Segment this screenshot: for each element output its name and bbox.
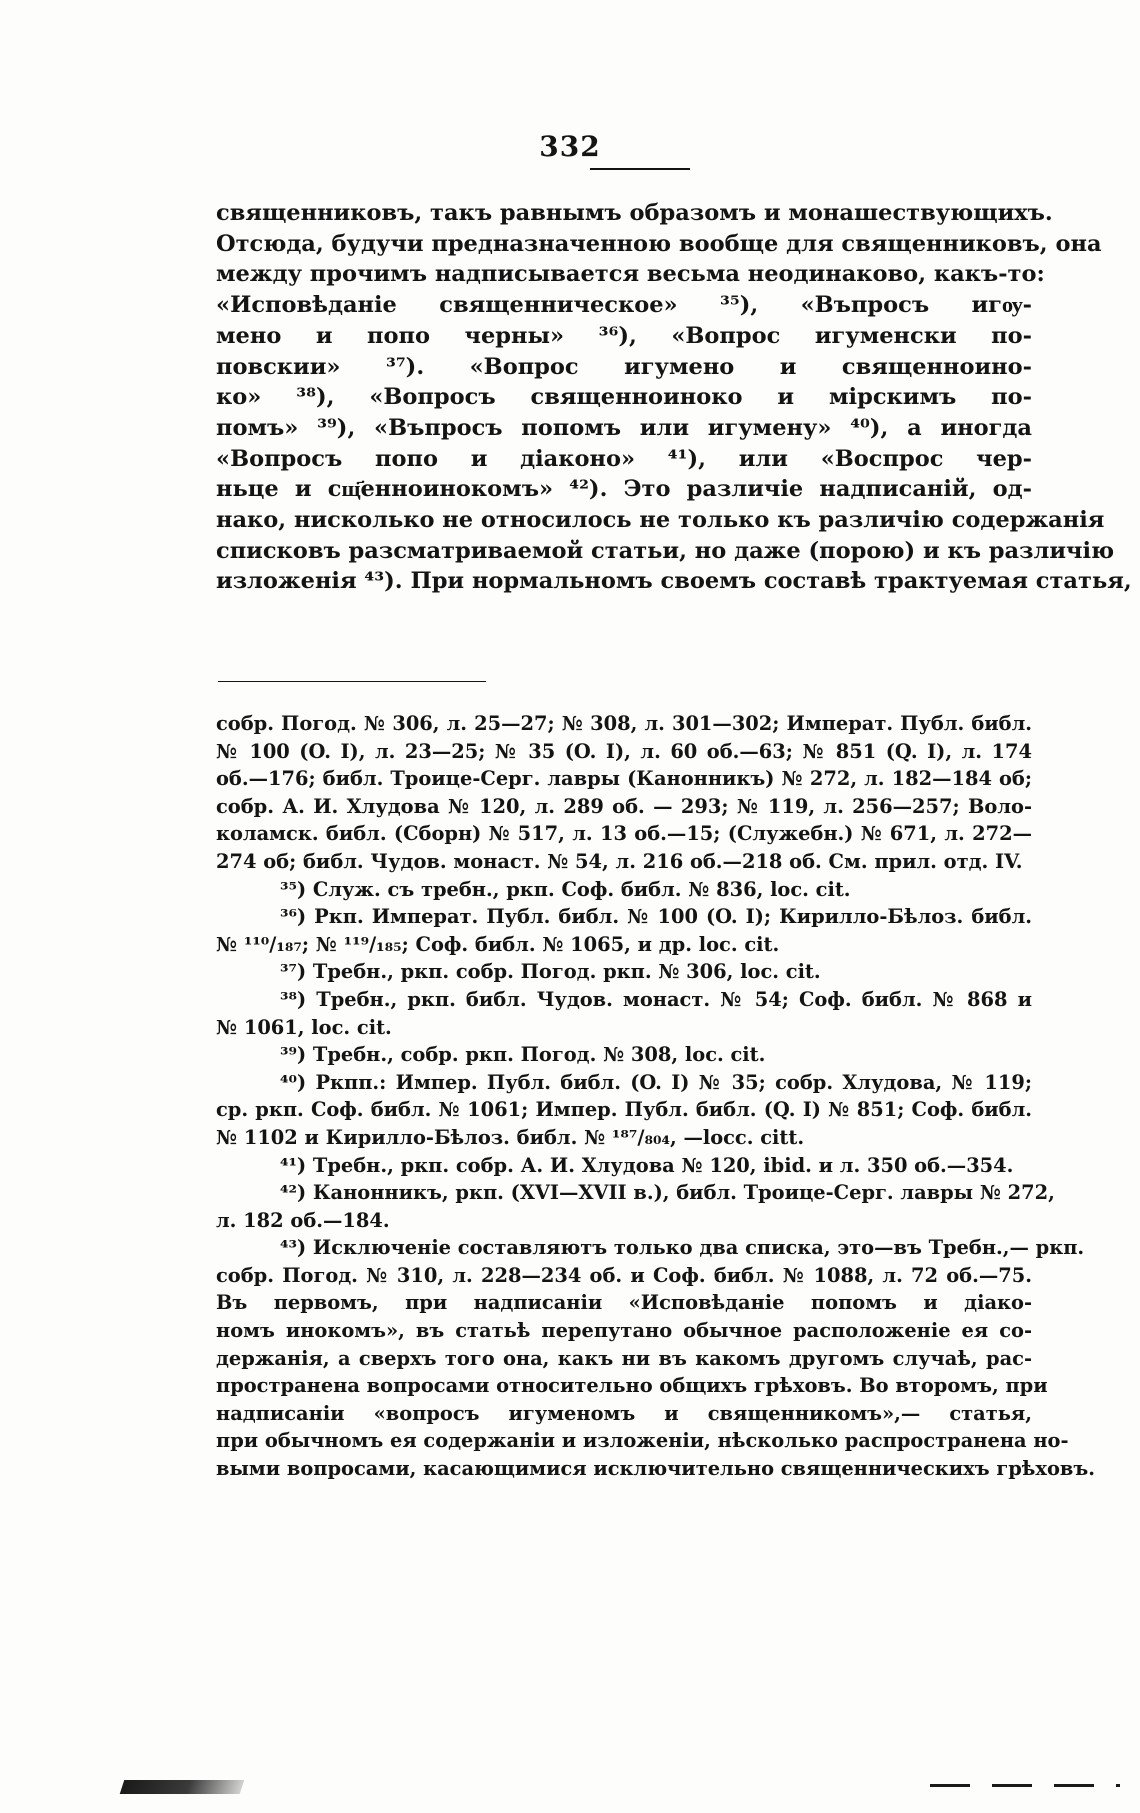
footnote-line: коламск. библ. (Сборн) № 517, л. 13 об.—15; (Служебн.) № 671, л. 272— (216, 822, 1032, 846)
main-line: «Вопросъ попо и діаконо» ⁴¹), или «Воспрос чер- (216, 445, 1032, 472)
footnote-line: ³⁷) Требн., ркп. собр. Погод. ркп. № 306, loc. cit. (280, 960, 821, 984)
footnote-36 (216, 903, 1032, 958)
main-line: помъ» ³⁹), «Въпросъ попомъ или игумену» ⁴⁰), а иногда (216, 414, 1032, 441)
footnote-42 (216, 1179, 1055, 1234)
main-line: повскии» ³⁷). «Вопрос игумено и священноино- (216, 353, 1032, 380)
main-text (216, 198, 1132, 597)
footnote-line: номъ инокомъ», въ статьѣ перепутано обычное расположеніе ея со- (216, 1319, 1032, 1343)
main-line: изложенія ⁴³). При нормальномъ своемъ составѣ трактуемая статья, (216, 568, 1132, 595)
main-line: нако, нисколько не относилось не только къ различію содержанія (216, 507, 1105, 534)
footnote-line: № ¹¹⁰/₁₈₇; № ¹¹⁹/₁₈₅; Соф. библ. № 1065, и др. loc. cit. (216, 932, 780, 956)
footnote-40 (216, 1069, 1032, 1152)
footnote-35 (216, 876, 1032, 904)
main-line: ньце и сщ҃енноинокомъ» ⁴²). Это различіе надписаній, од- (216, 476, 1032, 503)
main-line: списковъ разсматриваемой статьи, но даже (порою) и къ различію (216, 537, 1115, 564)
footnote-line: № 1102 и Кирилло-Бѣлоз. библ. № ¹⁸⁷/₈₀₄, —locc. citt. (216, 1125, 805, 1149)
footnote-line: л. 182 об.—184. (216, 1208, 390, 1232)
main-paragraph (216, 198, 1132, 597)
main-line: мено и попо черны» ³⁶), «Вопрос игуменски по- (216, 322, 1032, 349)
scan-artifacts (0, 1776, 1140, 1806)
scan-dashes-right (930, 1784, 1120, 1787)
footnote-line: держанія, а сверхъ того она, какъ ни въ какомъ другомъ случаѣ, рас- (216, 1346, 1032, 1370)
footnote-43 (216, 1234, 1096, 1482)
scan-smudge-left (120, 1780, 245, 1794)
footnote-39 (216, 1041, 1032, 1069)
main-line: «Исповѣданіе священническое» ³⁵), «Въпросъ игѹ- (216, 292, 1032, 319)
footnote-line: пространена вопросами относительно общихъ грѣховъ. Во второмъ, при (216, 1374, 1048, 1398)
footnote-line: при обычномъ ея содержаніи и изложеніи, нѣсколько распространена но- (216, 1429, 1069, 1453)
footnote-line: собр. Погод. № 306, л. 25—27; № 308, л. 301—302; Императ. Публ. библ. (216, 712, 1032, 735)
footnote-line: ⁴⁰) Ркпп.: Импер. Публ. библ. (O. I) № 35; собр. Хлудова, № 119; (280, 1070, 1032, 1094)
main-line: ко» ³⁸), «Вопросъ священноиноко и мірскимъ по- (216, 384, 1032, 411)
footnote-line: Въ первомъ, при надписаніи «Исповѣданіе попомъ и діако- (216, 1291, 1032, 1315)
page-number: 332 (539, 130, 601, 163)
footnote-separator (218, 681, 486, 682)
footnote-line: ср. ркп. Соф. библ. № 1061; Импер. Публ. библ. (Q. I) № 851; Соф. библ. (216, 1098, 1032, 1122)
footnote-line: собр. А. И. Хлудова № 120, л. 289 об. — 293; № 119, л. 256—257; Воло- (216, 794, 1032, 818)
footnote-line: ⁴³) Исключеніе составляютъ только два списка, это—въ Требн.,— ркп. (280, 1236, 1085, 1260)
main-line: священниковъ, такъ равнымъ образомъ и монашествующихъ. (216, 200, 1053, 226)
footnote-38 (216, 986, 1032, 1041)
footnote-line: собр. Погод. № 310, л. 228—234 об. и Соф. библ. № 1088, л. 72 об.—75. (216, 1263, 1032, 1287)
footnote-line: ³⁶) Ркп. Императ. Публ. библ. № 100 (O. I); Кирилло-Бѣлоз. библ. (280, 905, 1032, 929)
footnote-37 (216, 958, 1032, 986)
main-line: между прочимъ надписывается весьма неодинаково, какъ-то: (216, 261, 1045, 288)
footnote-line: об.—176; библ. Троице-Серг. лавры (Канонникъ) № 272, л. 182—184 об; (216, 767, 1032, 791)
footnote-line: надписаніи «вопросъ игуменомъ и священникомъ»,— статья, (216, 1401, 1032, 1425)
footnote-continuation (216, 710, 1032, 876)
footnote-line: ³⁹) Требн., собр. ркп. Погод. № 308, loc. cit. (280, 1043, 766, 1067)
main-line: Отсюда, будучи предназначенною вообще для священниковъ, она (216, 230, 1102, 257)
footnotes (216, 710, 1096, 1483)
footnote-line: выми вопросами, касающимися исключительно священническихъ грѣховъ. (216, 1457, 1096, 1481)
footnote-line: № 1061, loc. cit. (216, 1015, 392, 1039)
footnote-line: ³⁸) Требн., ркп. библ. Чудов. монаст. № 54; Соф. библ. № 868 и (280, 987, 1032, 1011)
footnote-line: ⁴¹) Требн., ркп. собр. А. И. Хлудова № 120, ibid. и л. 350 об.—354. (280, 1153, 1014, 1177)
footnote-line: ⁴²) Канонникъ, ркп. (XVI—XVII в.), библ. Троице-Серг. лавры № 272, (280, 1181, 1055, 1205)
footnote-line: № 100 (O. I), л. 23—25; № 35 (O. I), л. 60 об.—63; № 851 (Q. I), л. 174 (216, 739, 1032, 763)
footnote-line: ³⁵) Служ. съ требн., ркп. Соф. библ. № 836, loc. cit. (280, 877, 851, 901)
footnote-41 (216, 1152, 1032, 1180)
page-number-rule (590, 168, 690, 170)
footnote-line: 274 об; библ. Чудов. монаст. № 54, л. 216 об.—218 об. См. прил. отд. IV. (216, 849, 1023, 873)
